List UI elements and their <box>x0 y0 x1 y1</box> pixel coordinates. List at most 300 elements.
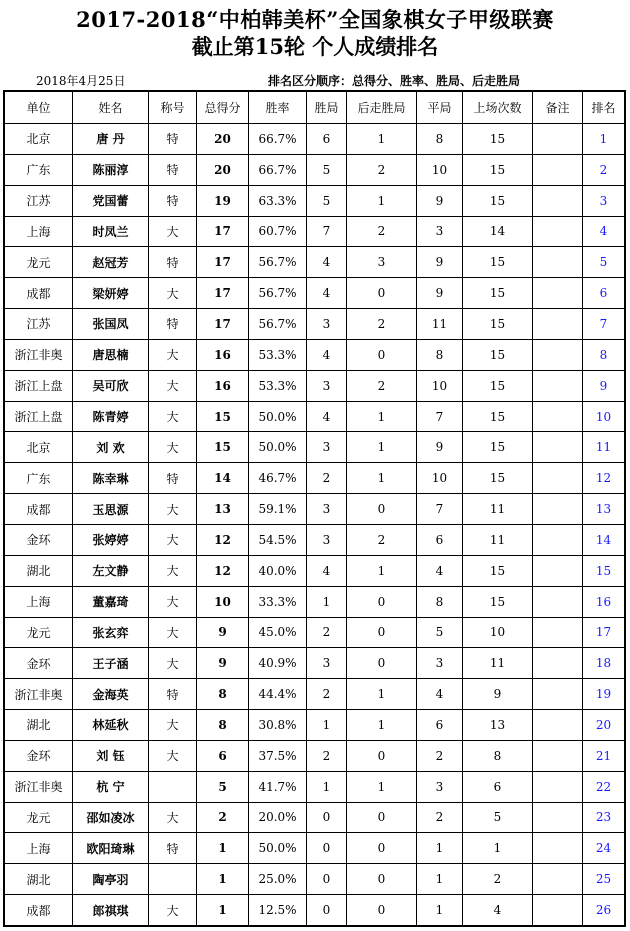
cell-player-name: 时凤兰 <box>73 216 149 247</box>
table-row <box>5 216 625 247</box>
cell-draws: 8 <box>417 124 463 155</box>
report-date: 2018年4月25日 <box>36 74 126 88</box>
cell-draws: 10 <box>417 463 463 494</box>
cell-away-wins: 0 <box>347 740 417 771</box>
cell-games-played: 15 <box>463 463 533 494</box>
cell-draws: 1 <box>417 864 463 895</box>
cell-total-score: 19 <box>197 185 249 216</box>
cell-draws: 8 <box>417 339 463 370</box>
cell-player-name: 陈丽淳 <box>73 154 149 185</box>
cell-player-name: 邵如凌冰 <box>73 802 149 833</box>
cell-win-rate: 33.3% <box>249 586 307 617</box>
cell-rank: 11 <box>583 432 625 463</box>
cell-total-score: 17 <box>197 247 249 278</box>
cell-wins: 2 <box>307 617 347 648</box>
col-header-rate: 胜率 <box>249 92 307 124</box>
ranking-order-note: 排名区分顺序：总得分、胜率、胜局、后走胜局 <box>268 74 521 88</box>
cell-away-wins: 1 <box>347 555 417 586</box>
cell-away-wins: 2 <box>347 309 417 340</box>
cell-player-name: 王子涵 <box>73 648 149 679</box>
cell-total-score: 17 <box>197 216 249 247</box>
table-row <box>5 648 625 679</box>
cell-total-score: 17 <box>197 309 249 340</box>
cell-away-wins: 2 <box>347 154 417 185</box>
cell-away-wins: 0 <box>347 864 417 895</box>
cell-rank: 13 <box>583 494 625 525</box>
cell-wins: 4 <box>307 401 347 432</box>
cell-win-rate: 50.0% <box>249 432 307 463</box>
cell-rank: 12 <box>583 463 625 494</box>
cell-away-wins: 1 <box>347 124 417 155</box>
cell-games-played: 15 <box>463 124 533 155</box>
cell-games-played: 15 <box>463 555 533 586</box>
cell-total-score: 5 <box>197 771 249 802</box>
page-subtitle: 截止第15轮 个人成绩排名 <box>191 34 439 59</box>
cell-rank: 2 <box>583 154 625 185</box>
table-row <box>5 679 625 710</box>
cell-wins: 4 <box>307 278 347 309</box>
cell-note <box>533 864 583 895</box>
cell-games-played: 15 <box>463 309 533 340</box>
cell-player-name: 陶亭羽 <box>73 864 149 895</box>
standings-table <box>4 91 625 926</box>
cell-player-title: 大 <box>149 339 197 370</box>
cell-total-score: 1 <box>197 833 249 864</box>
page-title: 2017-2018“中柏韩美杯”全国象棋女子甲级联赛 <box>76 7 554 32</box>
cell-unit: 金环 <box>5 740 73 771</box>
cell-win-rate: 59.1% <box>249 494 307 525</box>
cell-unit: 成都 <box>5 278 73 309</box>
cell-total-score: 16 <box>197 370 249 401</box>
cell-note <box>533 216 583 247</box>
cell-wins: 0 <box>307 833 347 864</box>
cell-player-name: 陈幸琳 <box>73 463 149 494</box>
cell-player-title <box>149 771 197 802</box>
cell-player-title: 特 <box>149 309 197 340</box>
cell-draws: 4 <box>417 679 463 710</box>
cell-total-score: 15 <box>197 432 249 463</box>
cell-note <box>533 586 583 617</box>
cell-player-title: 大 <box>149 740 197 771</box>
cell-unit: 浙江上盘 <box>5 401 73 432</box>
cell-win-rate: 50.0% <box>249 833 307 864</box>
cell-player-title: 大 <box>149 494 197 525</box>
cell-note <box>533 309 583 340</box>
cell-total-score: 6 <box>197 740 249 771</box>
cell-rank: 16 <box>583 586 625 617</box>
cell-player-name: 张婷婷 <box>73 524 149 555</box>
cell-away-wins: 1 <box>347 432 417 463</box>
cell-draws: 7 <box>417 494 463 525</box>
cell-win-rate: 41.7% <box>249 771 307 802</box>
col-header-note: 备注 <box>533 92 583 124</box>
cell-away-wins: 0 <box>347 895 417 926</box>
cell-total-score: 9 <box>197 648 249 679</box>
cell-draws: 11 <box>417 309 463 340</box>
cell-unit: 成都 <box>5 494 73 525</box>
cell-draws: 9 <box>417 247 463 278</box>
cell-player-name: 杭 宁 <box>73 771 149 802</box>
cell-player-name: 党国蕾 <box>73 185 149 216</box>
cell-player-name: 唐 丹 <box>73 124 149 155</box>
cell-wins: 4 <box>307 555 347 586</box>
table-row <box>5 370 625 401</box>
table-row <box>5 463 625 494</box>
cell-draws: 2 <box>417 740 463 771</box>
table-row <box>5 154 625 185</box>
cell-rank: 21 <box>583 740 625 771</box>
cell-player-name: 刘 钰 <box>73 740 149 771</box>
cell-player-title <box>149 864 197 895</box>
cell-note <box>533 154 583 185</box>
cell-unit: 北京 <box>5 124 73 155</box>
cell-wins: 2 <box>307 463 347 494</box>
cell-games-played: 11 <box>463 524 533 555</box>
cell-note <box>533 185 583 216</box>
cell-note <box>533 710 583 741</box>
table-row <box>5 771 625 802</box>
cell-player-title: 大 <box>149 710 197 741</box>
col-header-games: 上场次数 <box>463 92 533 124</box>
cell-total-score: 12 <box>197 524 249 555</box>
cell-win-rate: 53.3% <box>249 370 307 401</box>
cell-win-rate: 50.0% <box>249 401 307 432</box>
cell-note <box>533 494 583 525</box>
cell-away-wins: 0 <box>347 617 417 648</box>
cell-away-wins: 1 <box>347 771 417 802</box>
cell-draws: 4 <box>417 555 463 586</box>
cell-wins: 2 <box>307 740 347 771</box>
cell-games-played: 15 <box>463 370 533 401</box>
cell-total-score: 12 <box>197 555 249 586</box>
cell-win-rate: 45.0% <box>249 617 307 648</box>
table-row <box>5 339 625 370</box>
table-row <box>5 740 625 771</box>
cell-player-title: 特 <box>149 833 197 864</box>
cell-games-played: 8 <box>463 740 533 771</box>
cell-unit: 湖北 <box>5 710 73 741</box>
cell-win-rate: 25.0% <box>249 864 307 895</box>
cell-player-name: 张玄弈 <box>73 617 149 648</box>
table-row <box>5 586 625 617</box>
cell-wins: 1 <box>307 771 347 802</box>
cell-wins: 0 <box>307 802 347 833</box>
cell-wins: 0 <box>307 864 347 895</box>
cell-draws: 1 <box>417 895 463 926</box>
table-row <box>5 432 625 463</box>
col-header-title: 称号 <box>149 92 197 124</box>
table-row <box>5 401 625 432</box>
cell-unit: 江苏 <box>5 309 73 340</box>
cell-draws: 2 <box>417 802 463 833</box>
cell-player-title: 大 <box>149 895 197 926</box>
cell-total-score: 16 <box>197 339 249 370</box>
cell-player-name: 欧阳琦琳 <box>73 833 149 864</box>
table-row <box>5 555 625 586</box>
cell-note <box>533 833 583 864</box>
cell-player-name: 玉思源 <box>73 494 149 525</box>
cell-wins: 3 <box>307 370 347 401</box>
cell-games-played: 6 <box>463 771 533 802</box>
cell-away-wins: 1 <box>347 710 417 741</box>
table-row <box>5 247 625 278</box>
cell-games-played: 15 <box>463 401 533 432</box>
cell-away-wins: 0 <box>347 278 417 309</box>
cell-draws: 10 <box>417 370 463 401</box>
cell-games-played: 15 <box>463 586 533 617</box>
cell-unit: 上海 <box>5 586 73 617</box>
table-row <box>5 802 625 833</box>
cell-rank: 4 <box>583 216 625 247</box>
table-header-row <box>5 92 625 124</box>
cell-unit: 龙元 <box>5 617 73 648</box>
cell-unit: 龙元 <box>5 247 73 278</box>
cell-total-score: 13 <box>197 494 249 525</box>
cell-total-score: 20 <box>197 124 249 155</box>
cell-draws: 5 <box>417 617 463 648</box>
cell-win-rate: 46.7% <box>249 463 307 494</box>
cell-win-rate: 20.0% <box>249 802 307 833</box>
cell-rank: 7 <box>583 309 625 340</box>
cell-draws: 6 <box>417 710 463 741</box>
cell-away-wins: 1 <box>347 679 417 710</box>
cell-note <box>533 617 583 648</box>
cell-player-name: 唐思楠 <box>73 339 149 370</box>
cell-unit: 浙江非奥 <box>5 679 73 710</box>
cell-win-rate: 54.5% <box>249 524 307 555</box>
cell-player-name: 赵冠芳 <box>73 247 149 278</box>
cell-away-wins: 1 <box>347 401 417 432</box>
cell-win-rate: 30.8% <box>249 710 307 741</box>
cell-note <box>533 247 583 278</box>
cell-unit: 上海 <box>5 216 73 247</box>
cell-unit: 江苏 <box>5 185 73 216</box>
col-header-score: 总得分 <box>197 92 249 124</box>
cell-note <box>533 648 583 679</box>
cell-rank: 17 <box>583 617 625 648</box>
cell-player-title: 大 <box>149 432 197 463</box>
cell-rank: 5 <box>583 247 625 278</box>
cell-wins: 2 <box>307 679 347 710</box>
cell-draws: 7 <box>417 401 463 432</box>
cell-away-wins: 0 <box>347 339 417 370</box>
cell-win-rate: 37.5% <box>249 740 307 771</box>
cell-player-title: 大 <box>149 524 197 555</box>
cell-player-title: 大 <box>149 370 197 401</box>
cell-rank: 25 <box>583 864 625 895</box>
cell-win-rate: 12.5% <box>249 895 307 926</box>
cell-games-played: 11 <box>463 494 533 525</box>
cell-wins: 3 <box>307 494 347 525</box>
cell-player-name: 左文静 <box>73 555 149 586</box>
cell-rank: 18 <box>583 648 625 679</box>
cell-away-wins: 0 <box>347 648 417 679</box>
cell-away-wins: 3 <box>347 247 417 278</box>
cell-rank: 8 <box>583 339 625 370</box>
cell-player-name: 林延秋 <box>73 710 149 741</box>
cell-win-rate: 40.0% <box>249 555 307 586</box>
cell-player-name: 金海英 <box>73 679 149 710</box>
cell-away-wins: 2 <box>347 216 417 247</box>
cell-games-played: 13 <box>463 710 533 741</box>
cell-rank: 15 <box>583 555 625 586</box>
cell-games-played: 5 <box>463 802 533 833</box>
cell-note <box>533 802 583 833</box>
cell-draws: 3 <box>417 216 463 247</box>
cell-draws: 3 <box>417 771 463 802</box>
table-row <box>5 833 625 864</box>
cell-unit: 湖北 <box>5 864 73 895</box>
cell-unit: 成都 <box>5 895 73 926</box>
cell-games-played: 15 <box>463 339 533 370</box>
cell-unit: 上海 <box>5 833 73 864</box>
cell-games-played: 15 <box>463 154 533 185</box>
cell-total-score: 20 <box>197 154 249 185</box>
cell-note <box>533 401 583 432</box>
cell-win-rate: 40.9% <box>249 648 307 679</box>
col-header-away-wins: 后走胜局 <box>347 92 417 124</box>
table-row <box>5 309 625 340</box>
cell-player-title: 特 <box>149 185 197 216</box>
cell-note <box>533 740 583 771</box>
cell-unit: 龙元 <box>5 802 73 833</box>
col-header-rank: 排名 <box>583 92 625 124</box>
cell-player-title: 特 <box>149 679 197 710</box>
table-row <box>5 617 625 648</box>
cell-wins: 3 <box>307 648 347 679</box>
cell-player-title: 大 <box>149 802 197 833</box>
cell-player-title: 大 <box>149 278 197 309</box>
cell-away-wins: 0 <box>347 802 417 833</box>
cell-rank: 3 <box>583 185 625 216</box>
cell-total-score: 1 <box>197 895 249 926</box>
cell-rank: 1 <box>583 124 625 155</box>
cell-rank: 23 <box>583 802 625 833</box>
cell-total-score: 14 <box>197 463 249 494</box>
cell-win-rate: 60.7% <box>249 216 307 247</box>
cell-games-played: 14 <box>463 216 533 247</box>
cell-games-played: 10 <box>463 617 533 648</box>
cell-wins: 1 <box>307 586 347 617</box>
cell-unit: 湖北 <box>5 555 73 586</box>
col-header-unit: 单位 <box>5 92 73 124</box>
cell-games-played: 1 <box>463 833 533 864</box>
cell-rank: 26 <box>583 895 625 926</box>
cell-games-played: 2 <box>463 864 533 895</box>
cell-away-wins: 1 <box>347 463 417 494</box>
cell-rank: 14 <box>583 524 625 555</box>
cell-note <box>533 339 583 370</box>
cell-unit: 浙江非奥 <box>5 339 73 370</box>
cell-unit: 金环 <box>5 524 73 555</box>
table-row <box>5 710 625 741</box>
col-header-wins: 胜局 <box>307 92 347 124</box>
cell-wins: 4 <box>307 247 347 278</box>
cell-wins: 3 <box>307 432 347 463</box>
cell-note <box>533 895 583 926</box>
cell-games-played: 9 <box>463 679 533 710</box>
cell-player-title: 大 <box>149 617 197 648</box>
cell-total-score: 9 <box>197 617 249 648</box>
cell-unit: 广东 <box>5 463 73 494</box>
cell-player-name: 吴可欣 <box>73 370 149 401</box>
cell-draws: 9 <box>417 185 463 216</box>
cell-wins: 5 <box>307 185 347 216</box>
cell-wins: 6 <box>307 124 347 155</box>
table-row <box>5 124 625 155</box>
cell-player-title: 特 <box>149 463 197 494</box>
cell-total-score: 2 <box>197 802 249 833</box>
cell-games-played: 15 <box>463 185 533 216</box>
cell-win-rate: 66.7% <box>249 124 307 155</box>
cell-total-score: 15 <box>197 401 249 432</box>
cell-draws: 9 <box>417 278 463 309</box>
cell-player-title: 大 <box>149 401 197 432</box>
cell-win-rate: 56.7% <box>249 247 307 278</box>
table-row <box>5 864 625 895</box>
cell-win-rate: 56.7% <box>249 278 307 309</box>
cell-win-rate: 66.7% <box>249 154 307 185</box>
cell-wins: 0 <box>307 895 347 926</box>
table-row <box>5 185 625 216</box>
cell-player-title: 大 <box>149 555 197 586</box>
cell-games-played: 11 <box>463 648 533 679</box>
cell-note <box>533 432 583 463</box>
cell-rank: 19 <box>583 679 625 710</box>
cell-wins: 3 <box>307 524 347 555</box>
cell-player-title: 特 <box>149 247 197 278</box>
table-row <box>5 524 625 555</box>
cell-games-played: 15 <box>463 278 533 309</box>
cell-note <box>533 370 583 401</box>
cell-player-title: 大 <box>149 648 197 679</box>
cell-win-rate: 56.7% <box>249 309 307 340</box>
cell-player-title: 特 <box>149 154 197 185</box>
cell-player-name: 郎祺琪 <box>73 895 149 926</box>
cell-draws: 10 <box>417 154 463 185</box>
cell-note <box>533 124 583 155</box>
cell-player-title: 特 <box>149 124 197 155</box>
table-row <box>5 278 625 309</box>
cell-draws: 9 <box>417 432 463 463</box>
cell-note <box>533 771 583 802</box>
cell-player-name: 刘 欢 <box>73 432 149 463</box>
cell-rank: 22 <box>583 771 625 802</box>
cell-wins: 3 <box>307 309 347 340</box>
cell-total-score: 8 <box>197 710 249 741</box>
cell-player-title: 大 <box>149 216 197 247</box>
cell-note <box>533 278 583 309</box>
cell-win-rate: 44.4% <box>249 679 307 710</box>
cell-player-name: 董嘉琦 <box>73 586 149 617</box>
cell-rank: 9 <box>583 370 625 401</box>
cell-player-name: 梁妍婷 <box>73 278 149 309</box>
cell-draws: 1 <box>417 833 463 864</box>
cell-player-name: 陈青婷 <box>73 401 149 432</box>
cell-player-name: 张国凤 <box>73 309 149 340</box>
cell-wins: 7 <box>307 216 347 247</box>
cell-games-played: 15 <box>463 247 533 278</box>
cell-rank: 24 <box>583 833 625 864</box>
col-header-draws: 平局 <box>417 92 463 124</box>
col-header-name: 姓名 <box>73 92 149 124</box>
cell-away-wins: 1 <box>347 185 417 216</box>
cell-total-score: 8 <box>197 679 249 710</box>
cell-away-wins: 0 <box>347 833 417 864</box>
cell-rank: 20 <box>583 710 625 741</box>
cell-total-score: 10 <box>197 586 249 617</box>
cell-wins: 4 <box>307 339 347 370</box>
